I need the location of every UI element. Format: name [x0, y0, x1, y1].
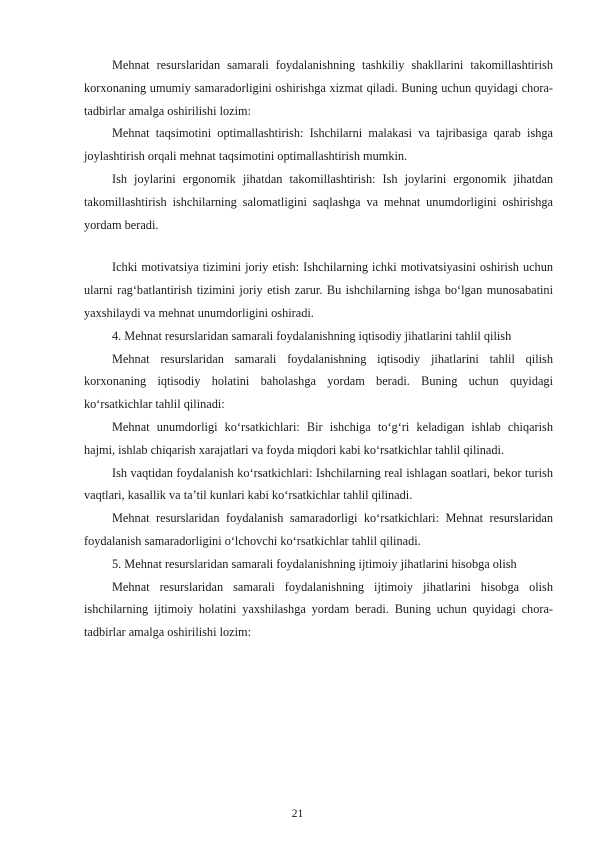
section-heading-4: 4. Mehnat resurslaridan samarali foydalanishning iqtisodiy jihatlarini tahlil qilish — [112, 328, 512, 343]
paragraph-spacer — [84, 236, 553, 256]
paragraph-intro: Mehnat resurslaridan samarali foydalanishning tashkiliy shakllarini takomillashtirish korxonaning umumiy samaradorligini oshirishga xizmat qiladi. Buning uchun quyidagi chora-tadbirlar amalga oshirilishi lozim: — [84, 58, 553, 118]
paragraph-productivity-indicators: Mehnat unumdorligi ko‘rsatkichlari: Bir ishchiga to‘g‘ri keladigan ishlab chiqarish hajmi, ishlab chiqarish xarajatlari va foyda miqdori kabi ko‘rsatkichlar tahlil qilinadi. — [84, 419, 553, 457]
paragraph-economic-analysis: Mehnat resurslaridan samarali foydalanishning iqtisodiy jihatlarini tahlil qilish korxonaning iqtisodiy holatini baholashga yordam beradi. Buning uchun quyidagi ko‘rsatkichlar tahlil qilinadi: — [84, 351, 553, 412]
paragraph-labor-division: Mehnat taqsimotini optimallashtirish: Ishchilarni malakasi va tajribasiga qarab ishga joylashtirish orqali mehnat taqsimotini optimallashtirish mumkin. — [84, 126, 553, 164]
section-heading-5: 5. Mehnat resurslaridan samarali foydalanishning ijtimoiy jihatlarini hisobga olish — [112, 556, 517, 571]
paragraph-motivation: Ichki motivatsiya tizimini joriy etish: Ishchilarning ichki motivatsiyasini oshirish uchun ularni rag‘batlantirish tizimini joriy etish zarur. Bu ishchilarning ishga bo‘lgan munosabatini yaxshilaydi va mehnat unumdorligini oshiradi. — [84, 260, 553, 320]
paragraph-work-time-indicators: Ish vaqtidan foydalanish ko‘rsatkichlari: Ishchilarning real ishlagan soatlari, bekor turish vaqtlari, kasallik va ta’til kunlari kabi ko‘rsatkichlar tahlil qilinadi. — [84, 465, 553, 503]
paragraph-social-aspects: Mehnat resurslaridan samarali foydalanishning ijtimoiy jihatlarini hisobga olish ishchilarning ijtimoiy holatini yaxshilashga yordam beradi. Buning uchun quyidagi chora-tadbirlar amalga oshirilishi lozim: — [84, 579, 553, 640]
paragraph-ergonomics: Ish joylarini ergonomik jihatdan takomillashtirish: Ish joylarini ergonomik jihatdan takomillashtirish ishchilarning salomatligini saqlashga va mehnat unumdorligini oshirishga yordam beradi. — [84, 171, 553, 232]
paragraph-efficiency-indicators: Mehnat resurslaridan foydalanish samaradorligi ko‘rsatkichlari: Mehnat resurslaridan foydalanish samaradorligini o‘lchovchi ko‘rsatkichlar tahlil qilinadi. — [84, 511, 553, 548]
document-body — [84, 54, 553, 644]
page-number: 21 — [291, 808, 304, 820]
